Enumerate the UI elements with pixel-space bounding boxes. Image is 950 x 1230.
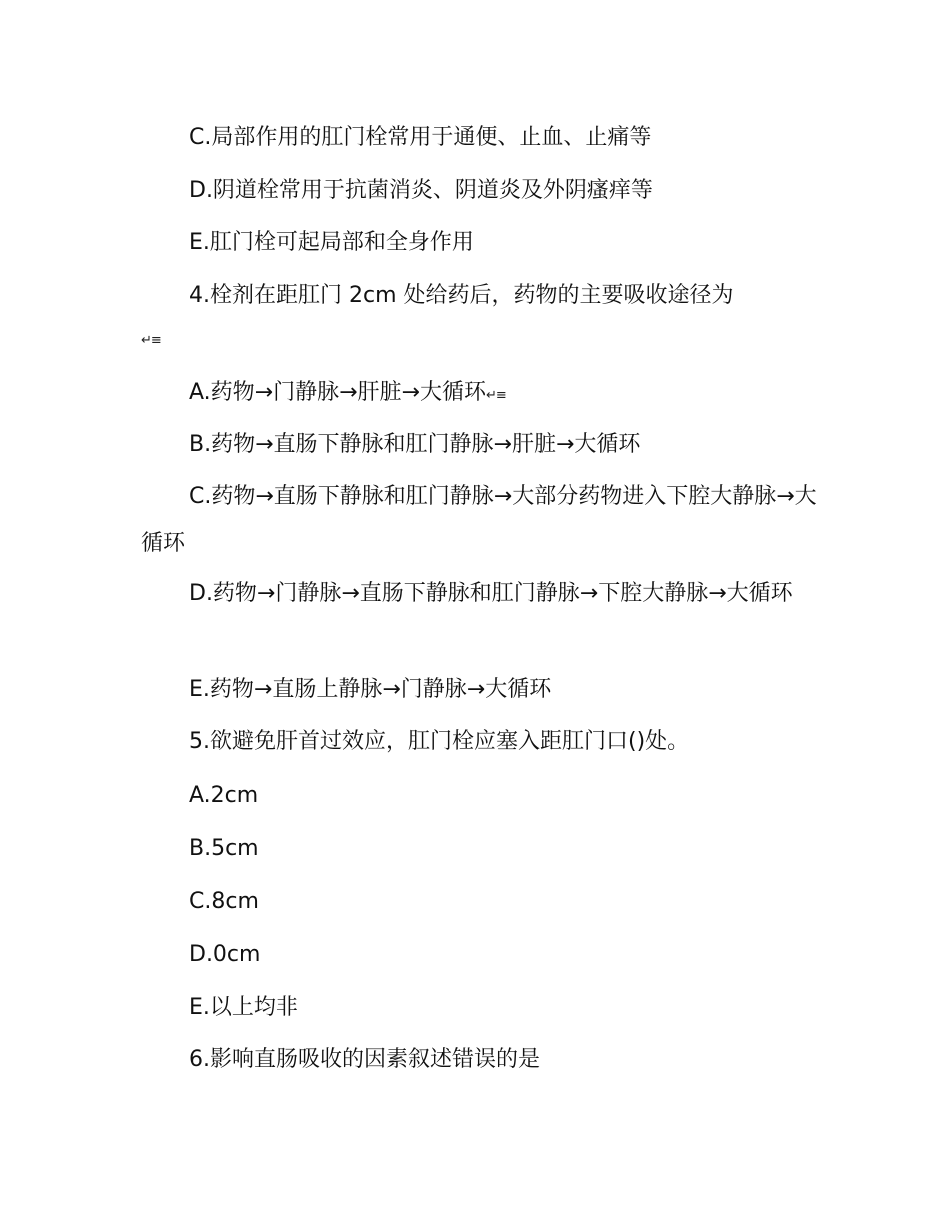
line-text: B.5cm bbox=[189, 836, 259, 861]
question-6 bbox=[141, 1036, 821, 1083]
line-text: 4.栓剂在距肛门 2cm 处给药后，药物的主要吸收途径为 bbox=[189, 283, 734, 308]
line-text: E.药物→直肠上静脉→门静脉→大循环 bbox=[189, 677, 552, 702]
line-text: C.药物→直肠下静脉和肛门静脉→大部分药物进入下腔大静脉→大循环 bbox=[141, 484, 817, 556]
option-a-q5 bbox=[141, 772, 821, 819]
line-text: C.8cm bbox=[189, 889, 259, 914]
option-d-q3 bbox=[141, 167, 821, 214]
line-text: A.2cm bbox=[189, 783, 259, 808]
option-a-q4 bbox=[141, 369, 821, 419]
line-text: B.药物→直肠下静脉和肛门静脉→肝脏→大循环 bbox=[189, 432, 641, 457]
line-text: D.药物→门静脉→直肠下静脉和肛门静脉→下腔大静脉→大循环 bbox=[189, 581, 793, 606]
question-5 bbox=[141, 718, 821, 765]
line-text: D.阴道栓常用于抗菌消炎、阴道炎及外阴瘙痒等 bbox=[189, 178, 653, 203]
line-text: 5.欲避免肝首过效应，肛门栓应塞入距肛门口()处。 bbox=[189, 729, 690, 754]
option-c-q5 bbox=[141, 878, 821, 925]
line-text: 6.影响直肠吸收的因素叙述错误的是 bbox=[189, 1047, 540, 1072]
option-e-q4 bbox=[141, 666, 821, 713]
paragraph-mark-icon: ↵≡ bbox=[485, 388, 506, 403]
option-e-q5 bbox=[141, 984, 821, 1031]
line-text: C.局部作用的肛门栓常用于通便、止血、止痛等 bbox=[189, 125, 652, 150]
option-d-q5 bbox=[141, 931, 821, 978]
option-d-q4 bbox=[141, 570, 821, 617]
line-text: A.药物→门静脉→肝脏→大循环 bbox=[189, 380, 486, 405]
paragraph-mark-icon: ↵≡ bbox=[141, 333, 161, 348]
option-e-q3 bbox=[141, 219, 821, 266]
option-b-q4 bbox=[141, 421, 821, 468]
line-text: E.肛门栓可起局部和全身作用 bbox=[189, 230, 474, 255]
option-c-q3 bbox=[141, 114, 821, 161]
option-b-q5 bbox=[141, 825, 821, 872]
option-c-q4 bbox=[141, 473, 821, 567]
line-text: D.0cm bbox=[189, 942, 261, 967]
question-4 bbox=[141, 272, 821, 319]
line-text: E.以上均非 bbox=[189, 995, 298, 1020]
